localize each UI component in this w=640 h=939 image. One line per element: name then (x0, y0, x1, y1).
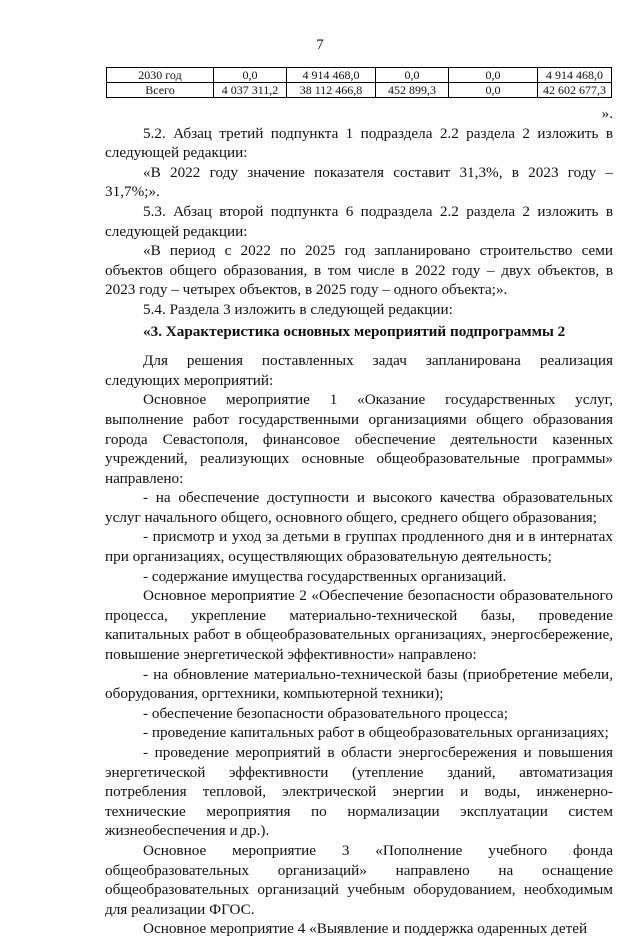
list-item: - присмотр и уход за детьми в группах продленного дня и в интернатах при организациях, осуществляющих образовательную деятельность; (105, 528, 613, 566)
table-cell: 0,0 (214, 68, 287, 83)
paragraph: 5.3. Абзац второй подпункта 6 подраздела 2.2 раздела 2 изложить в следующей редакции: (105, 202, 613, 240)
table-cell: 42 602 677,3 (538, 83, 612, 98)
table-cell: 0,0 (449, 83, 538, 98)
list-item: - проведение мероприятий в области энергосбережения и повышения энергетической эффективности (утепление зданий, автоматизация потребления тепловой, электрической энергии и воды, инженерно-технические мероприятия по нормализации эксплуатации систем жизнеобеспечения и др.). (105, 744, 613, 840)
paragraph: 5.2. Абзац третий подпункта 1 подраздела 2.2 раздела 2 изложить в следующей редакции: (105, 124, 613, 162)
table-cell: 2030 год (107, 68, 214, 83)
table-cell: Всего (107, 83, 214, 98)
list-item: - на обеспечение доступности и высокого качества образовательных услуг начального общего, основного общего, среднего общего образования; (105, 489, 613, 526)
list-item: - обеспечение безопасности образовательного процесса; (143, 704, 508, 722)
paragraph: «В 2022 году значение показателя составит 31,3%, в 2023 году – 31,7%;». (105, 163, 613, 201)
table-cell: 38 112 466,8 (287, 83, 376, 98)
paragraph: Основное мероприятие 2 «Обеспечение безопасности образовательного процесса, укрепление материально-технической базы, проведение капитальных работ в общеобразовательных организациях, энергосбережение, повышение энергетической эффективности» направлено: (105, 587, 613, 664)
list-item: - содержание имущества государственных организаций. (143, 567, 507, 585)
page-number: 7 (316, 37, 324, 53)
paragraph: Основное мероприятие 1 «Оказание государственных услуг, выполнение работ государственными организациями общего образования города Севастополя, финансовое обеспечение деятельности казенных учреждений, реализующих основные общеобразовательные программы» направлено: (105, 391, 613, 487)
table-cell: 452 899,3 (376, 83, 449, 98)
table-cell: 4 037 311,2 (214, 83, 287, 98)
paragraph: 5.4. Раздела 3 изложить в следующей редакции: (143, 300, 453, 318)
paragraph: Основное мероприятие 3 «Пополнение учебного фонда общеобразовательных организаций» направлено на оснащение общеобразовательных организаций учебным оборудованием, необходимым для реализации ФГОС. (105, 841, 613, 918)
paragraph: Основное мероприятие 4 «Выявление и поддержка одаренных детей (143, 920, 588, 938)
funding-table (106, 67, 612, 98)
document-body (105, 104, 613, 939)
section-heading: «3. Характеристика основных мероприятий подпрограммы 2 (143, 322, 566, 340)
list-item: - на обновление материально-технической базы (приобретение мебели, оборудования, оргтехники, компьютерной техники); (105, 665, 613, 703)
table-closing-quote: ». (601, 105, 613, 122)
paragraph: «В период с 2022 по 2025 год запланировано строительство семи объектов общего образования, в том числе в 2022 году – двух объектов, в 2023 году – четырех объектов, в 2025 году – одного объекта;». (105, 242, 613, 299)
paragraph: Для решения поставленных задач запланирована реализация следующих мероприятий: (105, 352, 613, 389)
table-cell: 0,0 (376, 68, 449, 83)
table-row (107, 83, 612, 98)
list-item: - проведение капитальных работ в общеобразовательных организациях; (143, 724, 609, 742)
table-cell: 4 914 468,0 (538, 68, 612, 83)
table-cell: 4 914 468,0 (287, 68, 376, 83)
table-row (107, 68, 612, 83)
table-cell: 0,0 (449, 68, 538, 83)
